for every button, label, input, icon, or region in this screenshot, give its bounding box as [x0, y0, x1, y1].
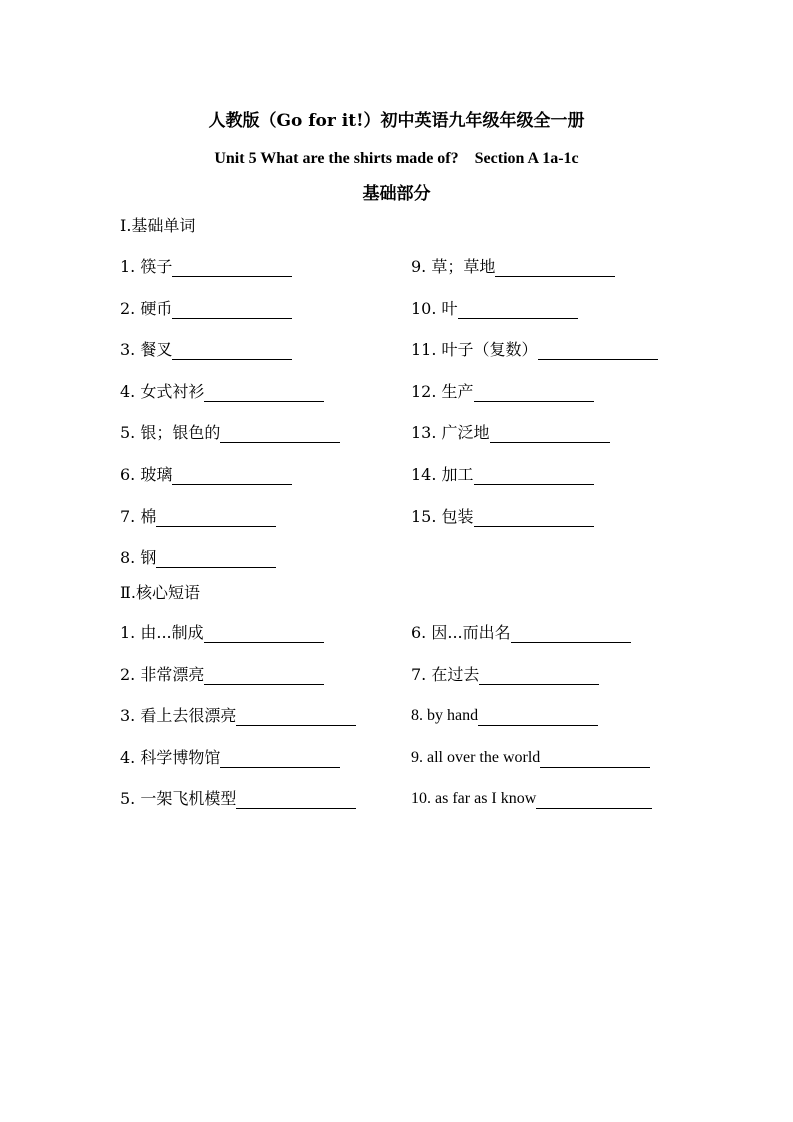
item-label: 12. 生产	[411, 382, 474, 401]
answer-blank[interactable]	[540, 751, 650, 768]
answer-blank[interactable]	[474, 385, 594, 402]
item-label: 6. 玻璃	[120, 465, 173, 484]
list-item	[120, 748, 340, 768]
list-item	[411, 382, 594, 402]
item-label: 5. 一架飞机模型	[120, 789, 237, 808]
answer-blank[interactable]	[474, 510, 594, 527]
answer-blank[interactable]	[172, 260, 292, 277]
answer-blank[interactable]	[220, 426, 340, 443]
unit-subtitle: Unit 5 What are the shirts made of? Section A 1a-1c	[214, 150, 579, 167]
item-label: 4. 科学博物馆	[120, 748, 221, 767]
section-heading-vocabulary: Ⅰ.基础单词	[120, 216, 196, 235]
item-label: 9. 草；草地	[411, 257, 496, 276]
item-label: 10. as far as I know	[411, 790, 537, 807]
list-item	[120, 623, 324, 643]
list-item	[411, 340, 658, 360]
list-item	[411, 465, 594, 485]
list-item	[120, 299, 292, 319]
item-label: 15. 包装	[411, 507, 474, 526]
answer-blank[interactable]	[156, 510, 276, 527]
list-item	[120, 665, 324, 685]
answer-blank[interactable]	[204, 385, 324, 402]
list-item	[411, 299, 578, 319]
list-item	[411, 257, 615, 277]
section-heading-phrases: Ⅱ.核心短语	[120, 583, 200, 602]
item-label: 11. 叶子（复数）	[411, 340, 538, 359]
item-label: 7. 棉	[120, 507, 157, 526]
item-label: 6. 因...而出名	[411, 623, 511, 642]
list-item	[411, 748, 650, 768]
answer-blank[interactable]	[511, 626, 631, 643]
item-label: 9. all over the world	[411, 749, 541, 766]
item-label: 4. 女式衬衫	[120, 382, 205, 401]
item-label: 7. 在过去	[411, 665, 480, 684]
item-label: 3. 看上去很漂亮	[120, 706, 237, 725]
answer-blank[interactable]	[236, 792, 356, 809]
answer-blank[interactable]	[538, 343, 658, 360]
list-item	[120, 789, 356, 809]
list-item	[411, 623, 631, 643]
answer-blank[interactable]	[172, 302, 292, 319]
list-item	[120, 465, 292, 485]
list-item	[120, 548, 276, 568]
answer-blank[interactable]	[204, 668, 324, 685]
answer-blank[interactable]	[495, 260, 615, 277]
answer-blank[interactable]	[490, 426, 610, 443]
list-item	[120, 382, 324, 402]
answer-blank[interactable]	[458, 302, 578, 319]
item-label: 8. by hand	[411, 707, 479, 724]
list-item	[411, 665, 599, 685]
item-label: 2. 非常漂亮	[120, 665, 205, 684]
list-item	[411, 507, 594, 527]
answer-blank[interactable]	[236, 709, 356, 726]
list-item	[411, 789, 652, 809]
list-item	[120, 257, 292, 277]
list-item	[120, 507, 276, 527]
answer-blank[interactable]	[536, 792, 652, 809]
item-label: 8. 钢	[120, 548, 157, 567]
part-heading: 基础部分	[362, 184, 431, 204]
answer-blank[interactable]	[204, 626, 324, 643]
answer-blank[interactable]	[156, 551, 276, 568]
list-item	[411, 706, 598, 726]
item-label: 2. 硬币	[120, 299, 173, 318]
answer-blank[interactable]	[474, 468, 594, 485]
document-title: 人教版（Go for it!）初中英语九年级年级全一册	[208, 111, 585, 131]
item-label: 5. 银；银色的	[120, 423, 221, 442]
answer-blank[interactable]	[220, 751, 340, 768]
item-label: 1. 筷子	[120, 257, 173, 276]
answer-blank[interactable]	[172, 343, 292, 360]
answer-blank[interactable]	[172, 468, 292, 485]
item-label: 1. 由...制成	[120, 623, 204, 642]
list-item	[120, 340, 292, 360]
answer-blank[interactable]	[479, 668, 599, 685]
list-item	[120, 706, 356, 726]
item-label: 10. 叶	[411, 299, 458, 318]
list-item	[120, 423, 340, 443]
item-label: 3. 餐叉	[120, 340, 173, 359]
item-label: 14. 加工	[411, 465, 474, 484]
list-item	[411, 423, 610, 443]
item-label: 13. 广泛地	[411, 423, 490, 442]
answer-blank[interactable]	[478, 709, 598, 726]
